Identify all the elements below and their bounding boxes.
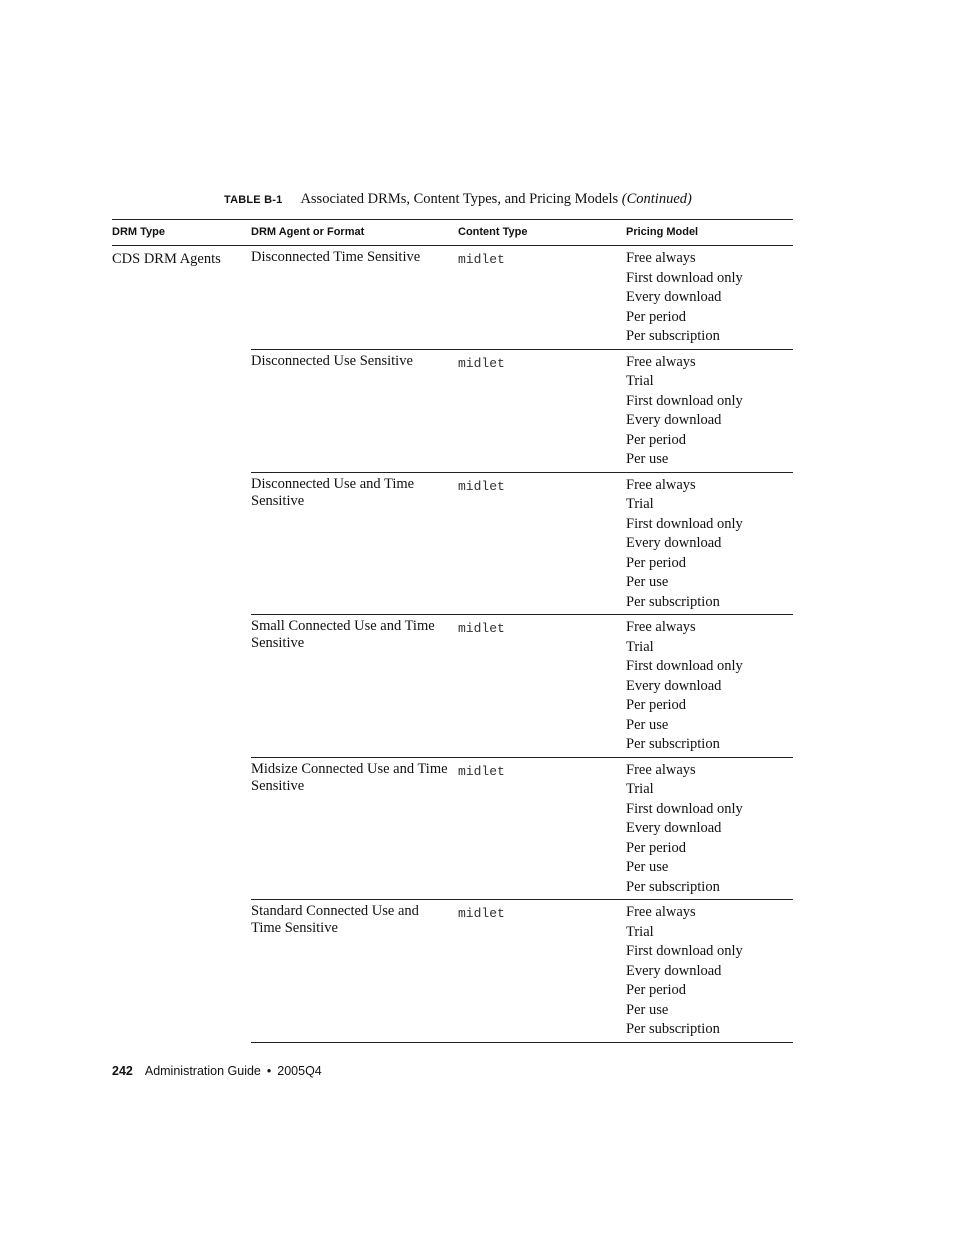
pricing-model-item: Every download [626,820,722,836]
drm-table [112,219,793,1043]
pricing-model-item: Every download [626,535,722,551]
pricing-model-item: First download only [626,800,743,817]
pricing-model-item: Free always [626,904,696,920]
pricing-model-item: Per use [626,574,669,590]
drm-agent-cell: Midsize Connected Use and Time Sensitive [251,760,448,794]
table-row [251,615,793,758]
pricing-model-item: Trial [626,373,654,389]
drm-agent-cell: Standard Connected Use and Time Sensitive [251,903,419,936]
pricing-model-item: Free always [626,761,696,778]
drm-agent-cell: Disconnected Time Sensitive [251,249,421,265]
table-row [251,350,793,473]
pricing-model-cell [626,246,793,349]
table-continued: (Continued) [621,191,692,207]
pricing-model-item: Free always [626,250,696,266]
pricing-model-cell [626,900,793,1042]
pricing-model-item: Per period [626,554,686,571]
footer-separator: • [266,1064,272,1078]
content-type-cell: midlet [458,252,505,267]
pricing-model-cell [626,615,793,757]
drm-agent-cell: Small Connected Use and Time Sensitive [251,618,435,651]
pricing-model-item: Per subscription [626,878,720,895]
pricing-model-item: Per subscription [626,328,720,344]
table-row [251,758,793,901]
book-title: Administration Guide [144,1064,261,1078]
table-row [251,473,793,616]
content-type-cell: midlet [458,355,505,371]
pricing-model-item: Free always [626,619,696,635]
pricing-model-item: Every download [626,962,722,979]
pricing-model-item: Per period [626,308,686,325]
page-number: 242 [112,1064,133,1078]
pricing-model-item: Per period [626,697,686,713]
pricing-model-item: Per use [626,1001,669,1018]
pricing-model-item: First download only [626,392,743,409]
content-type-cell: midlet [458,906,505,921]
pricing-model-item: Per use [626,451,669,467]
pricing-model-item: Per use [626,716,669,733]
page-footer [112,1064,322,1078]
pricing-model-item: Trial [626,496,654,512]
pricing-model-cell [626,350,793,472]
header-drm-agent: DRM Agent or Format [251,226,365,238]
pricing-model-item: Per subscription [626,593,720,610]
pricing-model-item: Per subscription [626,736,720,752]
pricing-model-item: Trial [626,923,654,940]
header-content-type: Content Type [458,226,528,238]
drm-type-cell: CDS DRM Agents [112,251,221,267]
table-title-text: Associated DRMs, Content Types, and Pricing Models [300,191,619,207]
pricing-model-item: Free always [626,353,696,370]
pricing-model-item: Per period [626,839,686,856]
pricing-model-item: First download only [626,943,743,959]
table-caption [224,190,784,208]
pricing-model-item: Every download [626,677,722,694]
table-body [112,246,793,1043]
table-row [251,246,793,350]
pricing-model-item: First download only [626,269,743,286]
pricing-model-item: Every download [626,412,722,428]
header-drm-type: DRM Type [112,226,165,238]
drm-agent-cell: Disconnected Use and Time Sensitive [251,475,415,509]
content-type-cell: midlet [458,478,505,494]
pricing-model-cell [626,758,793,900]
pricing-model-cell [626,473,793,615]
version: 2005Q4 [277,1064,322,1078]
table-header-row [112,219,793,246]
table-row [251,900,793,1043]
table-title [300,191,691,207]
pricing-model-item: Trial [626,638,654,655]
pricing-model-item: Trial [626,781,654,797]
header-pricing-model: Pricing Model [626,226,699,238]
pricing-model-item: Per period [626,982,686,998]
pricing-model-item: Free always [626,476,696,493]
content-type-cell: midlet [458,621,505,636]
pricing-model-item: First download only [626,658,743,674]
pricing-model-item: Per subscription [626,1021,720,1037]
drm-agent-cell: Disconnected Use Sensitive [251,352,413,369]
pricing-model-item: Per use [626,859,669,875]
table-label: TABLE B-1 [224,194,283,206]
pricing-model-item: First download only [626,515,743,532]
pricing-model-item: Every download [626,289,722,305]
pricing-model-item: Per period [626,431,686,448]
content-type-cell: midlet [458,763,505,779]
